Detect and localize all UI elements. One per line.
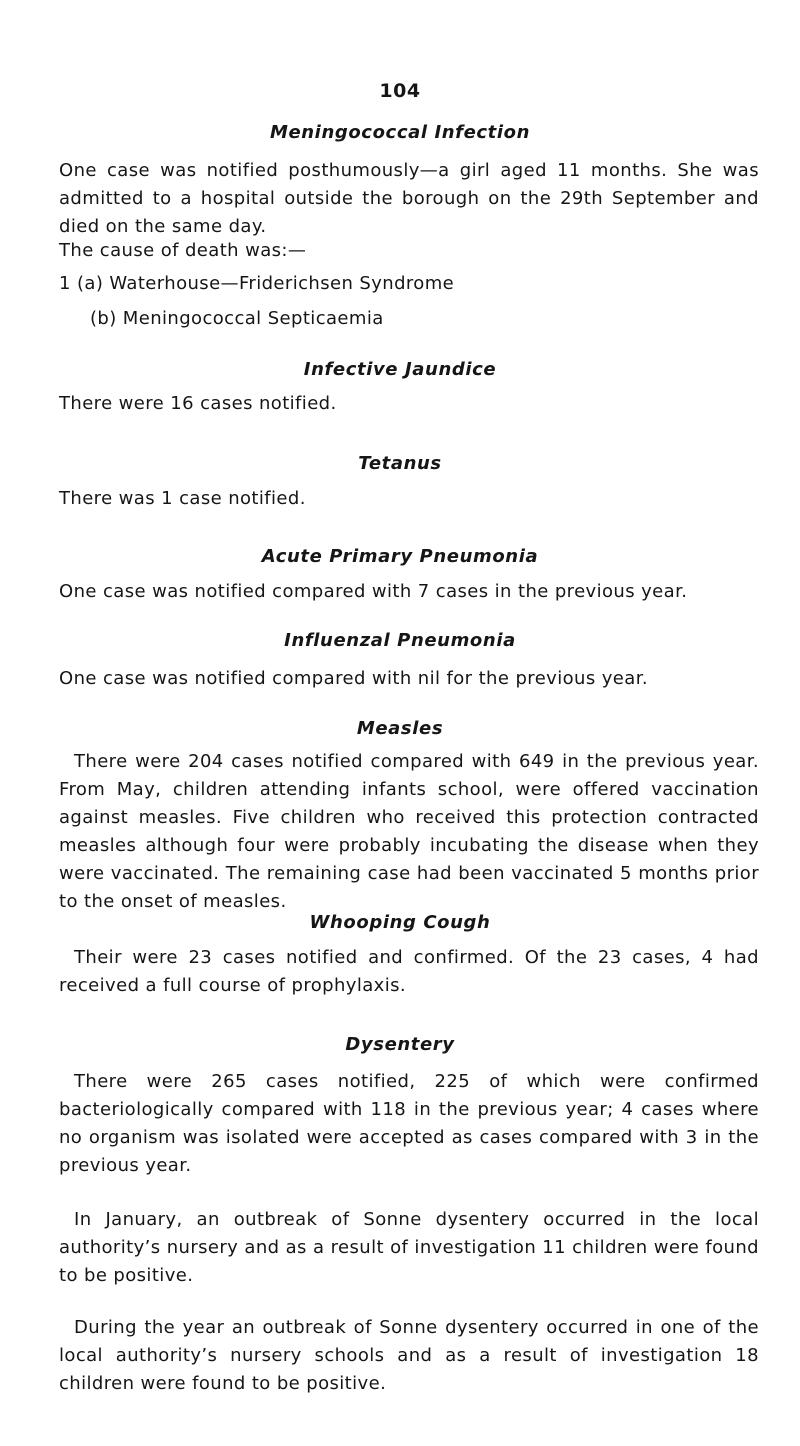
heading-measles: Measles (356, 718, 444, 739)
heading-meningococcal-infection: Meningococcal Infection (269, 122, 531, 143)
paragraph-infective-jaundice: There were 16 cases notified. (59, 393, 337, 414)
heading-tetanus: Tetanus (358, 453, 442, 474)
paragraph-meningococcal: One case was notified posthumously—a girl aged 11 months. She was admitted to a hospital outside the borough on the 29th September and died on the same day. (59, 160, 759, 237)
page-number: 104 (379, 80, 421, 102)
cause-of-death-1a: 1 (a) Waterhouse—Friderichsen Syndrome (59, 273, 455, 294)
paragraph-tetanus: There was 1 case notified. (59, 488, 306, 509)
cause-of-death-intro: The cause of death was:— (59, 240, 307, 261)
heading-whooping-cough: Whooping Cough (309, 912, 491, 933)
paragraph-influenzal-pneumonia: One case was notified compared with nil for the previous year. (59, 668, 648, 689)
heading-acute-primary-pneumonia: Acute Primary Pneumonia (261, 546, 539, 567)
paragraph-measles: There were 204 cases notified compared with 649 in the previous year. From May, children attending infants school, were offered vaccination against measles. Five children who received this protection contracted measles although four were probably incubating the disease when they were vaccinated. The remaining case had been vaccinated 5 months prior to the onset of measles. (59, 751, 759, 912)
heading-influenzal-pneumonia: Influenzal Pneumonia (284, 630, 516, 651)
paragraph-dysentery-2: In January, an outbreak of Sonne dysentery occurred in the local authority’s nursery and as a result of investigation 11 children were found to be positive. (59, 1209, 759, 1286)
cause-of-death-1b: (b) Meningococcal Septicaemia (90, 308, 384, 329)
paragraph-dysentery-3: During the year an outbreak of Sonne dysentery occurred in one of the local authority’s nursery schools and as a result of investigation 18 children were found to be positive. (59, 1317, 759, 1394)
heading-dysentery: Dysentery (345, 1034, 455, 1055)
paragraph-dysentery-1: There were 265 cases notified, 225 of which were confirmed bacteriologically compared with 118 in the previous year; 4 cases where no organism was isolated were accepted as cases compared with 3 in the previous year. (59, 1071, 759, 1176)
heading-infective-jaundice: Infective Jaundice (303, 359, 497, 380)
paragraph-acute-primary-pneumonia: One case was notified compared with 7 cases in the previous year. (59, 581, 688, 602)
paragraph-whooping-cough: Their were 23 cases notified and confirmed. Of the 23 cases, 4 had received a full course of prophylaxis. (59, 947, 759, 996)
